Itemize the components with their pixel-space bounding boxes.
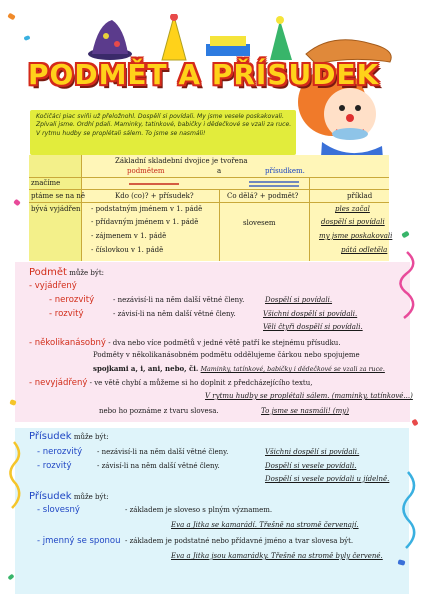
predicate-verbal-desc: - základem je sloveso s plným významem.: [125, 506, 273, 514]
subject-multiple-conjunctions: spojkami a, i, ani, nebo, či.: [93, 364, 199, 373]
subject-simple: - nerozvitý: [49, 295, 95, 305]
subject-multiple-line: Podměty v několikanásobném podmětu oddělujeme čárkou nebo spojujeme: [93, 351, 360, 359]
subject-unexpressed-example: To jsme se nasmáli! (my): [261, 407, 349, 415]
predicate-underline-mark: [249, 180, 299, 188]
confetti-icon: [13, 199, 21, 207]
table-subject-label: podmětem: [127, 167, 165, 175]
clown-girl-icon: [292, 22, 402, 172]
streamer-icon: [4, 440, 26, 510]
expression-verb: slovesem: [243, 219, 276, 227]
table-and: a: [217, 167, 222, 175]
predicate-type-heading-rest: může být:: [73, 493, 109, 501]
intro-line: Kočičáci piac sviňi už přeložnohl. Dospělí si povídali. My jsme vesele poskakovali.: [36, 113, 284, 120]
predicate-simple: - nerozvitý: [37, 447, 83, 457]
predicate-heading-rest: může být:: [73, 433, 109, 441]
subject-simple-example: Dospělí si povídali.: [265, 296, 333, 304]
confetti-icon: [7, 574, 14, 581]
intro-line: Zpívali jsme. Ordhí pdali. Maminky, tatinkové, babičky i dědečkové se vzali za ruce.: [36, 121, 292, 129]
predicate-simple-desc: - nezávisí-li na něm další větné členy.: [97, 448, 229, 456]
expression-pronoun: - zájmenem v 1. pádě: [91, 232, 167, 240]
predicate-extended-example: Dospělí si vesele povídali.: [265, 462, 357, 470]
subject-unexpressed: - nevyjádřený: [29, 378, 88, 388]
predicate-type-heading: Přísudek: [29, 491, 72, 502]
predicate-verbal: - slovesný: [37, 505, 80, 515]
predicate-extended-desc: - závisí-li na něm další větné členy.: [97, 462, 220, 470]
streamer-icon: [392, 250, 422, 320]
subject-multiple: - několikanásobný: [29, 338, 106, 348]
subject-expressed: - vyjádřený: [29, 281, 77, 291]
subject-heading: Podmět: [29, 267, 67, 278]
intro-line: V rytmu hudby se proplétali sálem. To jsme se nasmáli!: [36, 129, 206, 137]
predicate-nominal-example: Eva a Jitka jsou kamarádky. Třešně na stromě byly červené.: [171, 552, 383, 560]
subject-extended: - rozvitý: [49, 309, 84, 319]
table-header: Základní skladební dvojice je tvořena: [115, 157, 248, 165]
table-predicate-label: přísudkem.: [265, 167, 305, 175]
predicate-nominal: - jmenný se sponou: [37, 536, 121, 546]
subject-extended-example: Všichni dospělí si povídali.: [263, 310, 358, 318]
table-example: my jsme poskakovali: [319, 232, 393, 240]
confetti-icon: [23, 35, 30, 41]
subject-unexpressed-line: nebo ho poznáme z tvaru slovesa.: [99, 407, 219, 415]
question-subject: Kdo (co)? + přísudek?: [115, 192, 194, 200]
confetti-icon: [401, 231, 410, 239]
summary-table: [29, 155, 393, 261]
predicate-simple-example: Všichni dospělí si povídali.: [265, 448, 360, 456]
expression-noun: - podstatným jménem v 1. pádě: [91, 205, 203, 213]
predicate-extended-example: Dospělí si vesele povídali u jídelně.: [265, 475, 390, 483]
subject-multiple-example: Maminky, tatínkové, babičky i dědečkové se vzali za ruce.: [200, 366, 385, 373]
example-header: příklad: [347, 192, 373, 200]
subject-extended-desc: - závisí-li na něm další větné členy.: [113, 310, 236, 318]
intro-text-box: [30, 110, 296, 155]
expression-adjective: - přídavným jménem v 1. pádě: [91, 218, 199, 226]
expression-numeral: - číslovkou v 1. pádě: [91, 246, 164, 254]
confetti-icon: [411, 419, 418, 427]
predicate-nominal-desc: - základem je podstatné nebo přídavné jméno a tvar slovesa být.: [125, 537, 354, 545]
subject-simple-desc: - nezávisí-li na něm další větné členy.: [113, 296, 245, 304]
table-example: pátá odletěla: [341, 246, 388, 254]
page-title: PODMĚT A PŘÍSUDEK: [28, 58, 380, 91]
row-label-expressed: bývá vyjádřen: [31, 205, 81, 213]
predicate-section: [15, 428, 409, 594]
question-predicate: Co dělá? + podmět?: [227, 192, 299, 200]
subject-multiple-desc: - dva nebo více podmětů v jedné větě patří ke stejnému přísudku.: [108, 339, 341, 347]
party-hat-icon: [84, 14, 304, 64]
table-example: dospělí si povídali: [321, 218, 385, 226]
streamer-icon: [396, 470, 422, 550]
predicate-extended: - rozvitý: [37, 461, 72, 471]
row-label-mark: značíme: [31, 179, 61, 187]
predicate-verbal-example: Eva a Jitka se kamarádí. Třešně na stromě červenají.: [171, 521, 359, 529]
subject-extended-example: Věli čtyři dospělí si povídali.: [263, 323, 363, 331]
row-label-question: ptáme se na ně: [31, 192, 85, 200]
table-example: ples začal: [335, 205, 370, 213]
confetti-icon: [7, 13, 16, 21]
subject-heading-rest: může být:: [69, 269, 105, 277]
subject-unexpressed-example: V rytmu hudby se proplétali sálem. (maminky, tatínkové...): [205, 392, 413, 400]
subject-section: [15, 262, 413, 422]
predicate-heading: Přísudek: [29, 431, 72, 442]
subject-unexpressed-desc: - ve větě chybí a můžeme si ho doplnit z předcházejícího textu,: [89, 379, 313, 387]
subject-underline-mark: [129, 181, 179, 187]
